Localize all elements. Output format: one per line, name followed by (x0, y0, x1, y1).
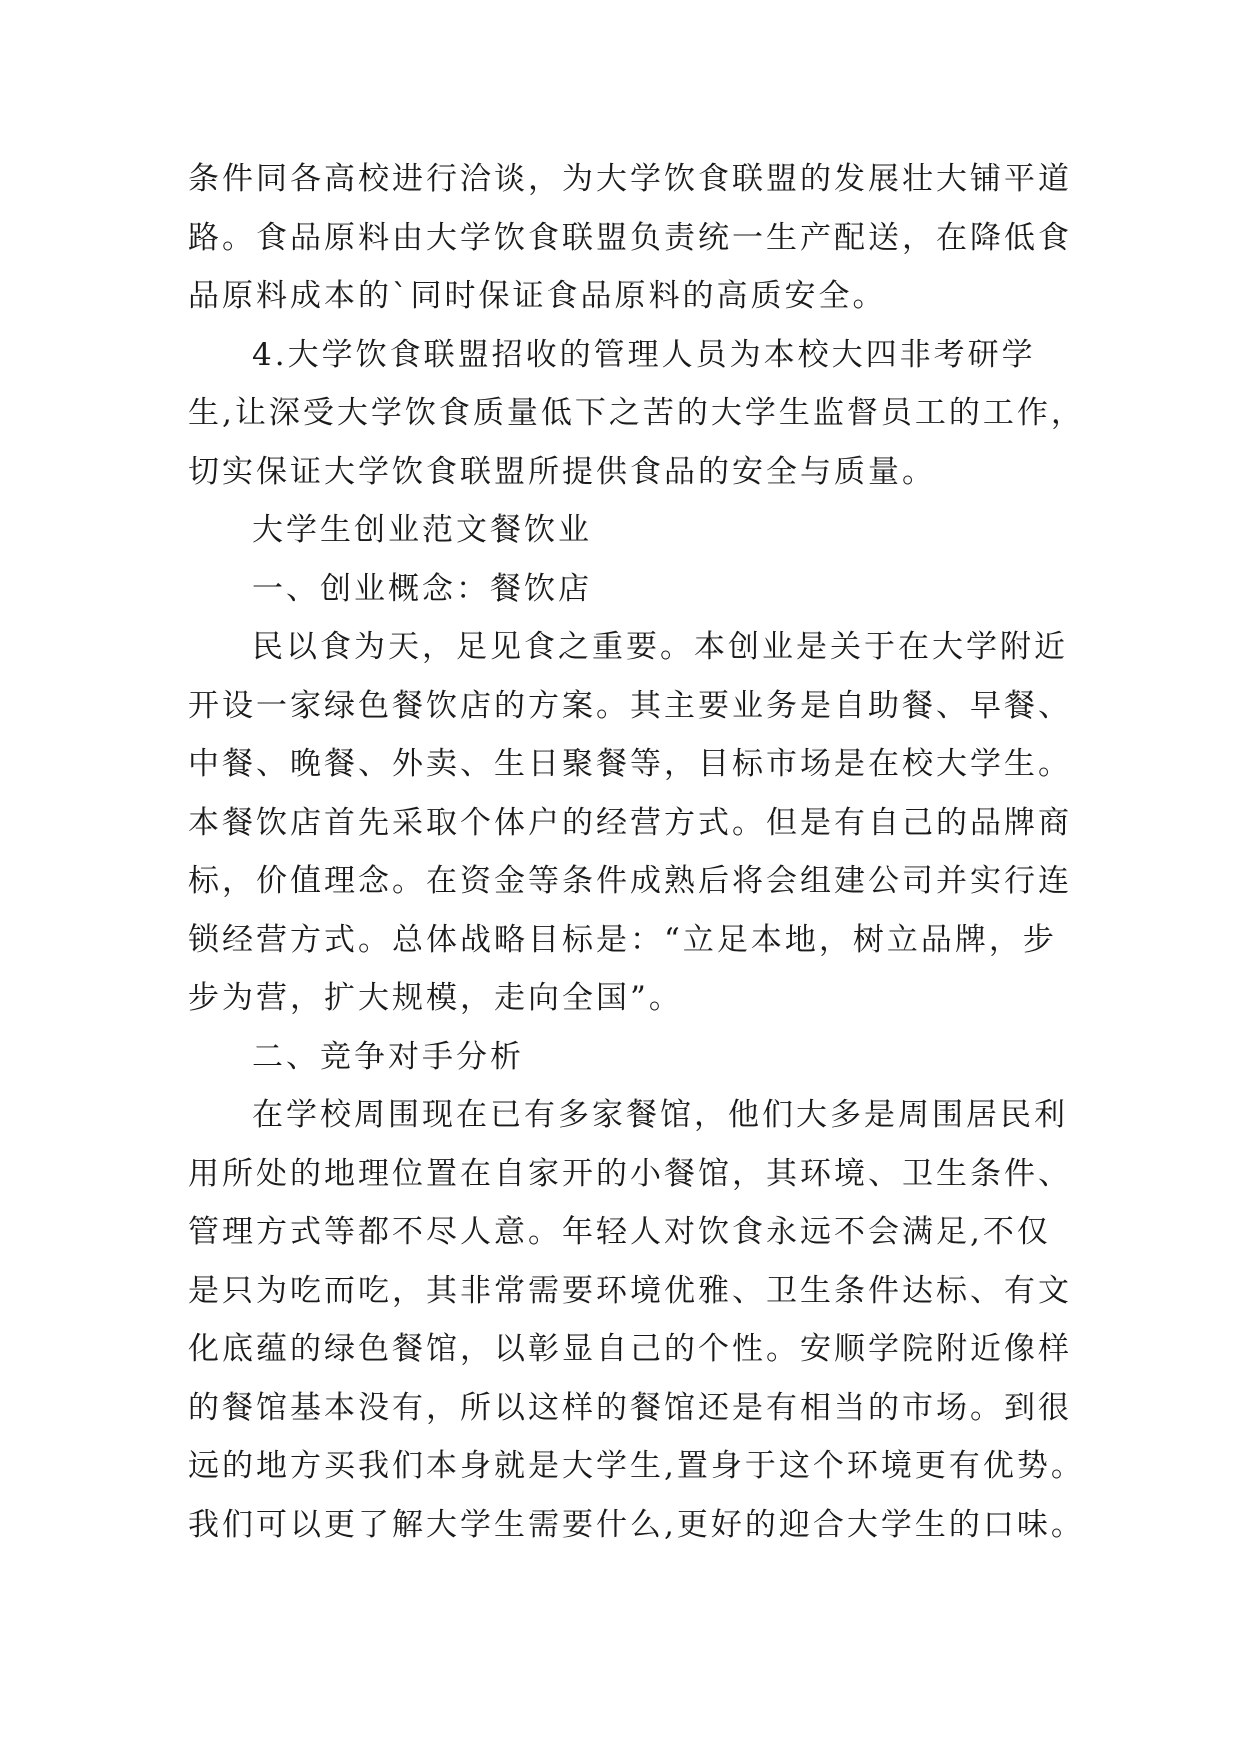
text-line: 标，价值理念。在资金等条件成熟后将会组建公司并实行连 (188, 863, 1072, 899)
text-line: 本餐饮店首先采取个体户的经营方式。但是有自己的品牌商 (188, 804, 1072, 841)
text-line: 开设一家绿色餐饮店的方案。其主要业务是自助餐、早餐、 (188, 687, 1072, 724)
text-line: 二、竞争对手分析 (252, 1038, 524, 1075)
text-line: 远的地方买我们本身就是大学生,置身于这个环境更有优势。 (188, 1448, 1085, 1484)
text-line: 路。食品原料由大学饮食联盟负责统一生产配送，在降低食 (188, 219, 1072, 256)
text-line: 4.大学饮食联盟招收的管理人员为本校大四非考研学 (252, 336, 1036, 373)
text-line: 用所处的地理位置在自家开的小餐馆，其环境、卫生条件、 (188, 1155, 1072, 1192)
text-line: 切实保证大学饮食联盟所提供食品的安全与质量。 (188, 453, 936, 490)
text-line: 生,让深受大学饮食质量低下之苦的大学生监督员工的工作， (188, 395, 1085, 431)
text-line: 步为营，扩大规模，走向全国”。 (188, 980, 683, 1016)
text-line: 中餐、晚餐、外卖、生日聚餐等，目标市场是在校大学生。 (188, 746, 1072, 782)
text-line: 大学生创业范文餐饮业 (252, 512, 592, 548)
text-line: 管理方式等都不尽人意。年轻人对饮食永远不会满足,不仅 (188, 1214, 1051, 1250)
text-line: 的餐馆基本没有，所以这样的餐馆还是有相当的市场。到很 (188, 1389, 1072, 1426)
text-line: 民以食为天，足见食之重要。本创业是关于在大学附近 (252, 629, 1068, 665)
text-line: 化底蕴的绿色餐馆，以彰显自己的个性。安顺学院附近像样 (188, 1331, 1072, 1367)
text-line: 品原料成本的`同时保证食品原料的高质安全。 (188, 278, 887, 314)
text-line: 条件同各高校进行洽谈，为大学饮食联盟的发展壮大铺平道 (188, 161, 1072, 197)
text-line: 一、创业概念：餐饮店 (252, 570, 592, 607)
text-line: 我们可以更了解大学生需要什么,更好的迎合大学生的口味。 (188, 1506, 1085, 1543)
document-body (188, 150, 1085, 1554)
text-line: 是只为吃而吃，其非常需要环境优雅、卫生条件达标、有文 (188, 1272, 1072, 1309)
text-line: 在学校周围现在已有多家餐馆，他们大多是周围居民利 (252, 1097, 1068, 1133)
text-line: 锁经营方式。总体战略目标是：“立足本地，树立品牌，步 (188, 921, 1057, 958)
